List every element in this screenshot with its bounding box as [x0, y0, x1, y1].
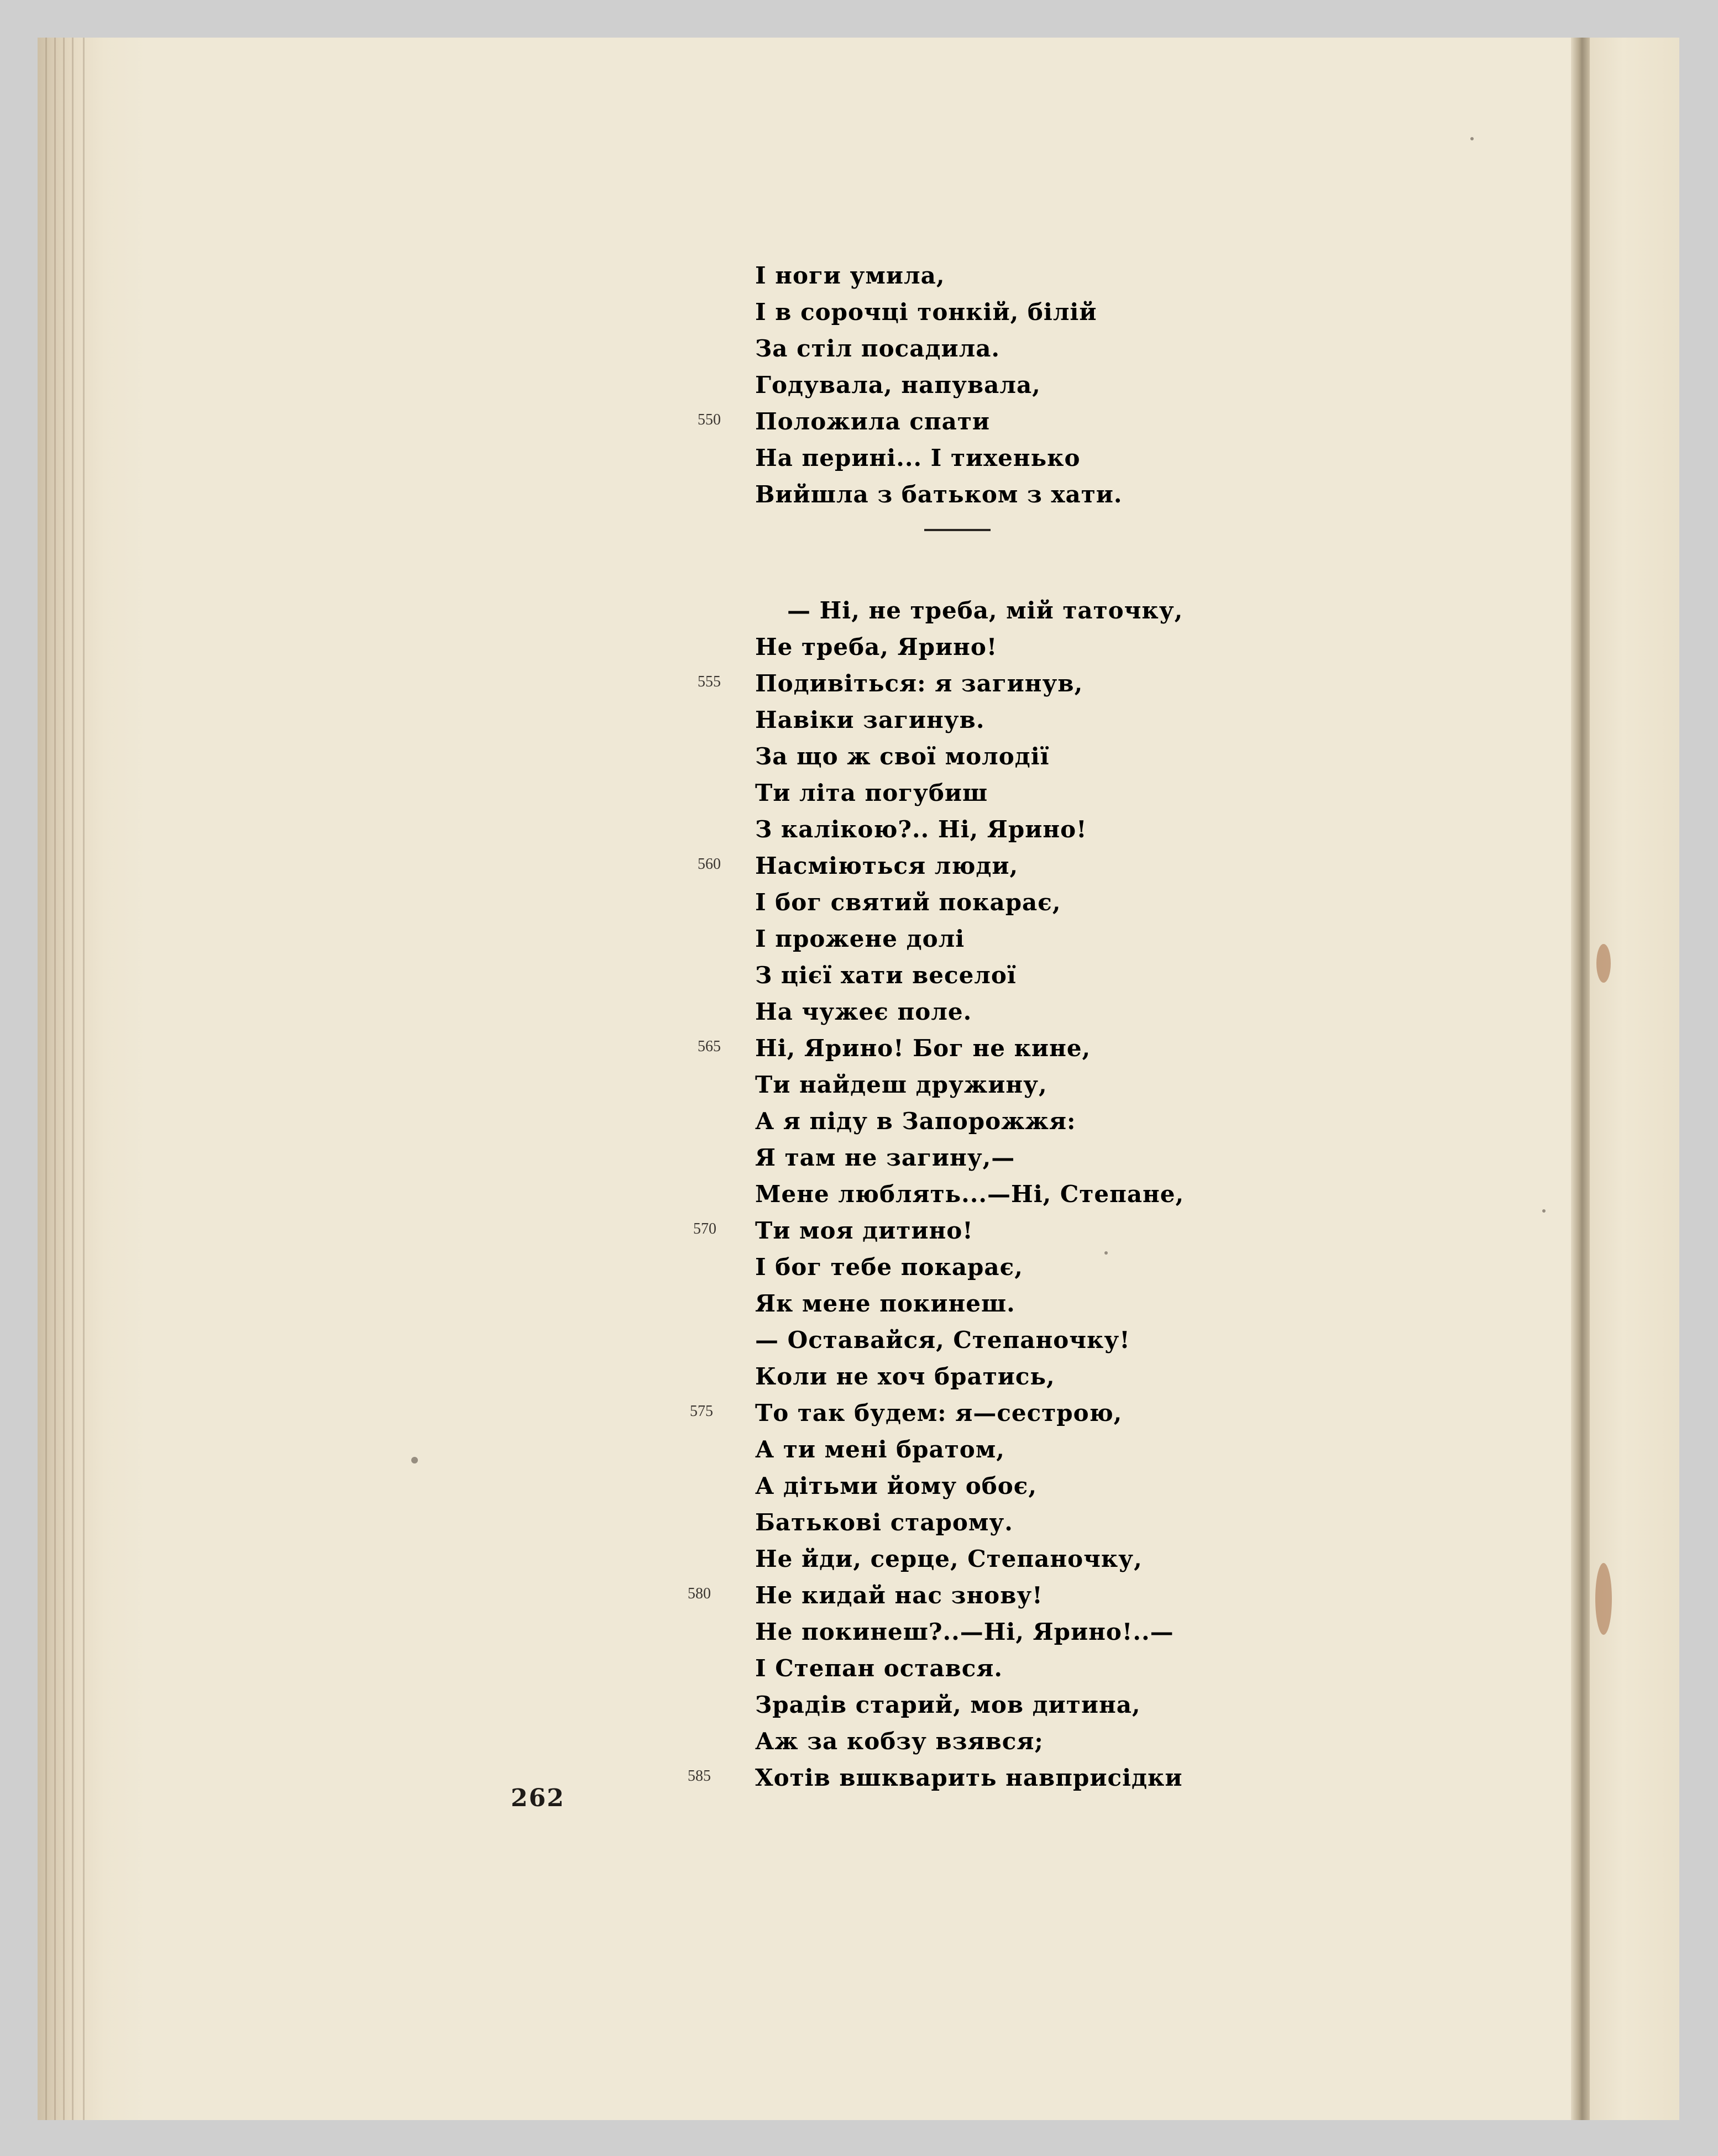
page-edge-line — [54, 38, 56, 2120]
poem-line: Ні, Ярино! Бог не кине, — [755, 1035, 1091, 1062]
poem-line: А я піду в Запорожжя: — [755, 1108, 1076, 1135]
line-number: 575 — [690, 1403, 713, 1420]
poem-line: Не треба, Ярино! — [755, 633, 998, 660]
poem-line: А дітьми йому обоє, — [755, 1472, 1037, 1499]
page-number: 262 — [511, 1784, 565, 1812]
line-number: 560 — [698, 856, 721, 873]
book-gutter — [1571, 38, 1590, 2120]
section-divider — [924, 529, 991, 531]
poem-line: І в сорочці тонкій, білій — [755, 298, 1097, 326]
poem-line: Зрадів старий, мов дитина, — [755, 1691, 1141, 1718]
right-page-edge — [1590, 38, 1679, 2120]
poem-line: Положила спати — [755, 408, 991, 435]
poem-line: Коли не хоч братись, — [755, 1363, 1055, 1390]
line-number: 555 — [698, 673, 721, 690]
paper-speck — [1542, 1209, 1546, 1213]
poem-line: І бог тебе покарає, — [755, 1253, 1023, 1281]
paper-stain — [1595, 1563, 1612, 1635]
page-edge-line — [83, 38, 85, 2120]
page-edge-line — [72, 38, 74, 2120]
poem-line: Як мене покинеш. — [755, 1290, 1015, 1317]
poem-line: Насміються люди, — [755, 852, 1019, 879]
poem-line: Навіки загинув. — [755, 706, 985, 733]
poem-line: Хотів вшкварить навприсідки — [755, 1764, 1183, 1791]
poem-line: І ноги умила, — [755, 262, 945, 289]
paper-speck — [1104, 1251, 1108, 1255]
page-edge-line — [45, 38, 47, 2120]
poem-line: Не покинеш?..—Ні, Ярино!..— — [755, 1618, 1174, 1645]
poem-line: Батькові старому. — [755, 1509, 1013, 1536]
poem-line: З калікою?.. Ні, Ярино! — [755, 816, 1087, 843]
poem-line: Не кидай нас знову! — [755, 1582, 1043, 1609]
poem-line: Я там не загину,— — [755, 1144, 1015, 1171]
poem-line: І прожене долі — [755, 925, 965, 952]
poem-line: Вийшла з батьком з хати. — [755, 481, 1123, 508]
line-number: 565 — [698, 1038, 721, 1055]
poem-line: За що ж свої молодії — [755, 743, 1050, 770]
poem-line: — Ні, не треба, мій таточку, — [787, 597, 1183, 624]
poem-line: Ти найдеш дружину, — [755, 1071, 1047, 1098]
poem-line: На перині... І тихенько — [755, 444, 1081, 471]
poem-line: Ти літа погубиш — [755, 779, 988, 806]
line-number: 580 — [688, 1585, 711, 1602]
poem-line: За стіл посадила. — [755, 335, 1001, 362]
poem-line: Не йди, серце, Степаночку, — [755, 1545, 1143, 1572]
paper-stain — [1596, 944, 1611, 983]
poem-line: Подивіться: я загинув, — [755, 670, 1083, 697]
poem-line: Аж за кобзу взявся; — [755, 1728, 1044, 1755]
poem-line: Ти моя дитино! — [755, 1217, 973, 1244]
poem-line: І бог святий покарає, — [755, 889, 1061, 916]
scanned-page — [38, 38, 1679, 2120]
poem-line: А ти мені братом, — [755, 1436, 1005, 1463]
page-edge-line — [63, 38, 65, 2120]
line-number: 585 — [688, 1767, 711, 1785]
line-number: 550 — [698, 411, 721, 428]
paper-speck — [411, 1457, 418, 1463]
poem-line: То так будем: я—сестрою, — [755, 1399, 1123, 1426]
poem-line: Годувала, напувала, — [755, 371, 1041, 398]
line-number: 570 — [693, 1220, 716, 1237]
poem-line: На чужеє поле. — [755, 998, 972, 1025]
poem-line: І Степан остався. — [755, 1655, 1003, 1682]
paper-speck — [1470, 137, 1474, 140]
poem-line: З цієї хати веселої — [755, 962, 1017, 989]
poem-line: — Оставайся, Степаночку! — [755, 1326, 1130, 1354]
poem-line: Мене люблять...—Ні, Степане, — [755, 1181, 1185, 1208]
